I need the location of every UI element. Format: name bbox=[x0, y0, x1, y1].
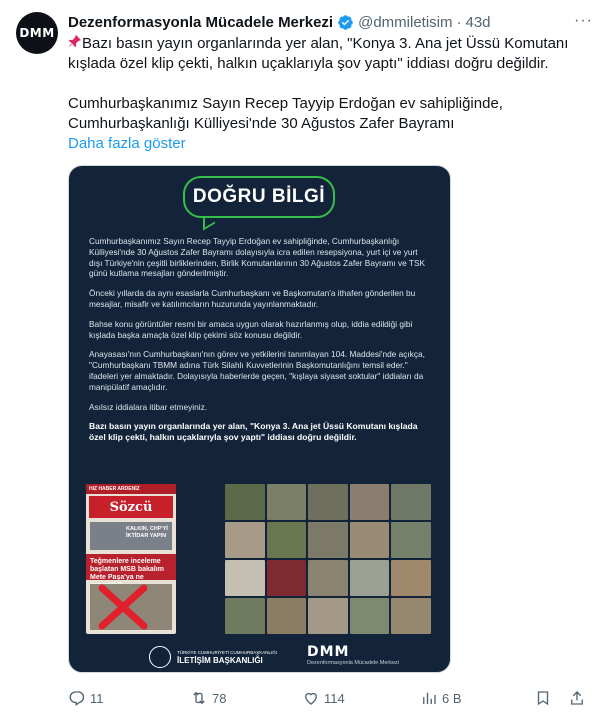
video-still-thumbnail bbox=[267, 484, 307, 520]
tweet-line-2: Cumhurbaşkanımız Sayın Recep Tayyip Erdoğan ev sahipliğinde, Cumhurbaşkanlığı Külliyesi'nde 30 Ağustos Zafer Bayramı bbox=[68, 95, 503, 132]
newspaper-photo bbox=[90, 522, 172, 550]
author-handle[interactable]: @dmmiletisim bbox=[358, 13, 453, 31]
show-more-link[interactable]: Daha fazla göster bbox=[68, 135, 186, 152]
newspaper-headline: Teğmenlere inceleme başlatan MSB bakalım Mete Paşa'ya ne bbox=[90, 558, 164, 581]
newspaper-logo: Sözcü bbox=[89, 496, 173, 518]
dmm-logo-word: DMM bbox=[307, 644, 350, 660]
image-paragraph-1: Cumhurbaşkanımız Sayın Recep Tayyip Erdoğan ev sahipliğinde, Cumhurbaşkanlığı Külliyesi'nde 30 Ağustos Zafer Bayramı dolayısıyla icra edilen resepsiyona, yurt içi ve yurt dışı Türkiye'nin çeşitli birliklerinden, Birlik Komutanlarının 30 Ağustos Zafer Bayramı ve TSK günü kutlama mesajları gönderilmiştir. bbox=[89, 236, 426, 279]
iletisim-baskanligi-logo bbox=[149, 646, 277, 668]
image-paragraph-2: Önceki yıllarda da aynı esaslarla Cumhurbaşkanı ve Başkomutan'a ithafen gönderilen bu mesajlar, misafir ve katılımcıların huzurunda yayınlanmaktadır. bbox=[89, 288, 416, 309]
tweet-actions-bar bbox=[62, 686, 592, 710]
repost-icon bbox=[190, 689, 208, 707]
video-still-thumbnail bbox=[350, 560, 390, 596]
reply-count: 11 bbox=[90, 690, 104, 706]
video-still-thumbnail bbox=[350, 598, 390, 634]
image-paragraph-5: Asılsız iddialara itibar etmeyiniz. bbox=[89, 401, 208, 412]
footer-left-strong: İLETİŞİM BAŞKANLIĞI bbox=[177, 656, 263, 665]
tweet-paragraph-1 bbox=[68, 34, 598, 74]
video-still-thumbnail bbox=[225, 484, 265, 520]
video-still-thumbnail bbox=[225, 598, 265, 634]
presidency-emblem-icon bbox=[149, 646, 171, 668]
heart-icon bbox=[302, 689, 320, 707]
tweet-line-1: Bazı basın yayın organlarında yer alan, "Konya 3. Ana jet Üssü Komutanı kışlada özel klip çekti, halkın uçaklarıyla şov yaptı" iddiası doğru değildir. bbox=[68, 35, 569, 72]
image-text-block bbox=[89, 236, 429, 452]
view-count: 6 B bbox=[442, 690, 462, 706]
newspaper-top-strip: HIZ HABER ARDENİZ bbox=[86, 484, 176, 494]
video-still-thumbnail bbox=[350, 484, 390, 520]
avatar-logo-text: DMM bbox=[19, 26, 55, 40]
video-still-thumbnail bbox=[267, 560, 307, 596]
red-cross-icon bbox=[98, 584, 148, 630]
like-button[interactable] bbox=[302, 686, 345, 710]
dmm-logo-sub: Dezenformasyonla Mücadele Merkezi bbox=[307, 660, 400, 666]
share-button[interactable] bbox=[568, 686, 586, 710]
avatar[interactable] bbox=[16, 12, 58, 54]
video-still-thumbnail bbox=[267, 598, 307, 634]
tweet-header bbox=[68, 12, 595, 32]
analytics-icon bbox=[420, 689, 438, 707]
repost-button[interactable] bbox=[190, 686, 226, 710]
newspaper-photo-caption: KALKIN, CHP'Yİ İKTİDAR YAPIN bbox=[126, 526, 168, 539]
attached-image[interactable] bbox=[68, 165, 451, 673]
video-still-thumbnail bbox=[225, 560, 265, 596]
repost-count: 78 bbox=[212, 690, 227, 706]
video-still-thumbnail bbox=[308, 560, 348, 596]
video-still-thumbnail bbox=[225, 522, 265, 558]
tweet-text bbox=[68, 34, 598, 154]
image-paragraph-4: Anayasası'nın Cumhurbaşkanı'nın görev ve yetkilerini tanımlayan 104. Maddesi'nde açıkça, "Cumhurbaşkanı TBMM adına Türk Silahlı Kuvvetlerinin Başkomutanlığını temsil eder." ifadeleri yer almaktadır. Dolayısıyla haberlerde geçen, "kışlaya siyaset soktular" iddiaları da manipülatif amaçlıdır. bbox=[89, 349, 425, 392]
bookmark-button[interactable] bbox=[534, 686, 552, 710]
video-stills-grid bbox=[225, 484, 431, 634]
dogru-bilgi-badge: DOĞRU BİLGİ bbox=[183, 176, 335, 218]
tweet-time[interactable]: 43d bbox=[465, 13, 491, 31]
like-count: 114 bbox=[324, 690, 345, 706]
header-separator: · bbox=[456, 13, 462, 31]
share-icon bbox=[568, 689, 586, 707]
more-options-icon[interactable]: ··· bbox=[574, 12, 593, 29]
reply-icon bbox=[68, 689, 86, 707]
video-still-thumbnail bbox=[391, 484, 431, 520]
video-still-thumbnail bbox=[391, 598, 431, 634]
pushpin-icon bbox=[68, 34, 82, 48]
author-name[interactable]: Dezenformasyonla Mücadele Merkezi bbox=[68, 13, 334, 31]
video-still-thumbnail bbox=[308, 598, 348, 634]
video-still-thumbnail bbox=[308, 484, 348, 520]
views-button[interactable] bbox=[420, 686, 462, 710]
verified-badge-icon bbox=[337, 14, 354, 31]
footer-left-small: TÜRKİYE CUMHURİYETİ CUMHURBAŞKANLIĞI bbox=[177, 650, 278, 655]
reply-button[interactable] bbox=[68, 686, 104, 710]
video-still-thumbnail bbox=[267, 522, 307, 558]
image-paragraph-3: Bahse konu görüntüler resmi bir amaca uygun olarak hazırlanmış olup, iddia edildiği gibi kışlada başka amaçla özel klip çekimi söz konusu değildir. bbox=[89, 318, 413, 340]
dmm-logo bbox=[307, 644, 399, 666]
video-still-thumbnail bbox=[308, 522, 348, 558]
video-still-thumbnail bbox=[350, 522, 390, 558]
video-still-thumbnail bbox=[391, 522, 431, 558]
bookmark-icon bbox=[534, 689, 552, 707]
video-still-thumbnail bbox=[391, 560, 431, 596]
newspaper-clipping bbox=[86, 484, 176, 634]
image-bold-claim: Bazı basın yayın organlarında yer alan, "Konya 3. Ana jet Üssü Komutanı kışlada özel klip çekti, halkın uçaklarıyla şov yaptı" iddiası doğru değildir. bbox=[89, 421, 418, 443]
